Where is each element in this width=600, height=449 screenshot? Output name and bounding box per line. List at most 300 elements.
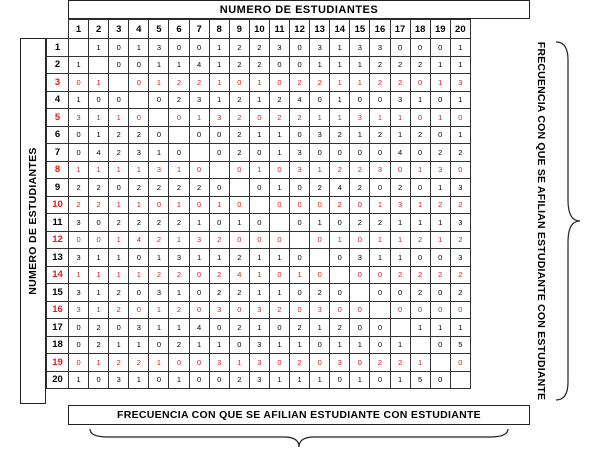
matrix-row <box>47 319 471 337</box>
matrix-cell: 2 <box>330 196 350 214</box>
matrix-cell: 0 <box>269 161 289 179</box>
matrix-cell: 0 <box>290 284 310 302</box>
matrix-cell: 0 <box>269 354 289 372</box>
matrix-cell: 1 <box>149 56 169 74</box>
row-header: 5 <box>47 109 69 127</box>
matrix-cell: 1 <box>249 319 269 337</box>
matrix-cell: 0 <box>410 39 430 57</box>
matrix-cell: 0 <box>370 336 390 354</box>
matrix-cell: 2 <box>450 266 470 284</box>
matrix-cell: 2 <box>269 109 289 127</box>
matrix-cell: 0 <box>330 144 350 162</box>
matrix-cell: 0 <box>109 39 129 57</box>
left-axis-title: NUMERO DE ESTUDIANTES <box>27 147 39 295</box>
matrix-cell: 0 <box>370 319 390 337</box>
matrix-cell: 2 <box>129 214 149 232</box>
matrix-cell: 2 <box>450 196 470 214</box>
matrix-cell: 2 <box>390 56 410 74</box>
matrix-cell: 3 <box>370 39 390 57</box>
matrix-cell: 0 <box>350 231 370 249</box>
matrix-cell: 0 <box>370 284 390 302</box>
top-axis-title: NUMERO DE ESTUDIANTES <box>68 0 530 19</box>
matrix-cell: 0 <box>89 231 109 249</box>
matrix-cell: 3 <box>290 161 310 179</box>
matrix-cell: 2 <box>410 284 430 302</box>
matrix-cell: 2 <box>269 91 289 109</box>
matrix-cell: 1 <box>450 56 470 74</box>
matrix-cell: 1 <box>69 56 89 74</box>
matrix-cell: 0 <box>290 39 310 57</box>
matrix-cell: 1 <box>410 214 430 232</box>
matrix-cell: 1 <box>109 196 129 214</box>
matrix-cell: 1 <box>450 319 470 337</box>
left-axis-title-box <box>20 38 46 404</box>
matrix-cell: 1 <box>269 249 289 267</box>
matrix-cell: 2 <box>129 126 149 144</box>
matrix-cell: 1 <box>269 284 289 302</box>
matrix-cell: 2 <box>189 179 209 197</box>
matrix-cell: 1 <box>310 214 330 232</box>
matrix-cell: 1 <box>310 56 330 74</box>
matrix-cell: 0 <box>209 144 229 162</box>
matrix-cell: 0 <box>129 249 149 267</box>
matrix-cell: 1 <box>249 249 269 267</box>
matrix-cell: 1 <box>169 56 189 74</box>
row-header: 12 <box>47 231 69 249</box>
matrix-cell: 0 <box>290 301 310 319</box>
matrix-cell: 0 <box>89 214 109 232</box>
matrix-cell: 0 <box>189 354 209 372</box>
matrix-cell: 0 <box>350 354 370 372</box>
matrix-cell: 0 <box>129 74 149 92</box>
matrix-cell: 1 <box>269 179 289 197</box>
matrix-cell: 2 <box>169 266 189 284</box>
matrix-cell: 3 <box>269 39 289 57</box>
matrix-cell: 1 <box>249 74 269 92</box>
matrix-cell: 1 <box>109 266 129 284</box>
row-header: 9 <box>47 179 69 197</box>
matrix-cell: 2 <box>109 214 129 232</box>
matrix-cell: 0 <box>69 336 89 354</box>
matrix-cell: 1 <box>89 354 109 372</box>
column-header: 9 <box>229 20 249 39</box>
matrix-cell: 0 <box>430 371 450 389</box>
matrix-cell: 1 <box>89 249 109 267</box>
matrix-cell: 2 <box>229 319 249 337</box>
matrix-cell: 3 <box>149 161 169 179</box>
matrix-cell: 3 <box>370 161 390 179</box>
corner-cell <box>47 20 69 39</box>
matrix-cell: 1 <box>229 354 249 372</box>
matrix-cell: 0 <box>310 231 330 249</box>
matrix-cell <box>169 126 189 144</box>
matrix-cell: 3 <box>209 109 229 127</box>
matrix-cell: 1 <box>149 249 169 267</box>
matrix-cell: 2 <box>410 266 430 284</box>
matrix-cell: 0 <box>189 196 209 214</box>
matrix-cell: 2 <box>370 126 390 144</box>
matrix-cell: 1 <box>390 109 410 127</box>
matrix-cell: 0 <box>149 196 169 214</box>
matrix-cell: 0 <box>249 109 269 127</box>
matrix-cell: 0 <box>370 144 390 162</box>
matrix-cell: 0 <box>229 231 249 249</box>
matrix-cell: 0 <box>350 266 370 284</box>
matrix-cell: 1 <box>430 109 450 127</box>
matrix-cell: 0 <box>69 319 89 337</box>
matrix-cell: 1 <box>330 74 350 92</box>
matrix-cell: 1 <box>410 161 430 179</box>
matrix-cell: 1 <box>169 371 189 389</box>
row-header: 11 <box>47 214 69 232</box>
matrix-cell: 0 <box>69 74 89 92</box>
matrix-row <box>47 126 471 144</box>
matrix-cell: 1 <box>89 109 109 127</box>
matrix-cell <box>149 109 169 127</box>
matrix-cell: 0 <box>189 284 209 302</box>
matrix-cell: 1 <box>129 266 149 284</box>
matrix-cell: 0 <box>430 336 450 354</box>
matrix-cell <box>310 249 330 267</box>
matrix-cell: 3 <box>69 109 89 127</box>
matrix-cell: 0 <box>430 126 450 144</box>
matrix-cell: 0 <box>350 301 370 319</box>
matrix-cell: 0 <box>310 144 330 162</box>
matrix-cell: 3 <box>390 91 410 109</box>
matrix-cell: 1 <box>129 371 149 389</box>
matrix-cell: 2 <box>89 319 109 337</box>
column-header: 6 <box>169 20 189 39</box>
matrix-cell: 0 <box>269 56 289 74</box>
matrix-cell: 1 <box>169 161 189 179</box>
matrix-cell: 0 <box>209 126 229 144</box>
matrix-cell: 0 <box>410 144 430 162</box>
matrix-cell: 1 <box>249 266 269 284</box>
matrix-cell: 5 <box>450 336 470 354</box>
matrix-cell <box>209 161 229 179</box>
matrix-cell: 3 <box>69 301 89 319</box>
matrix-row <box>47 74 471 92</box>
matrix-cell: 0 <box>229 161 249 179</box>
matrix-cell: 3 <box>350 39 370 57</box>
column-header: 11 <box>269 20 289 39</box>
matrix-cell: 1 <box>310 161 330 179</box>
matrix-cell: 0 <box>390 301 410 319</box>
matrix-cell: 4 <box>89 144 109 162</box>
matrix-cell: 2 <box>450 284 470 302</box>
matrix-cell: 0 <box>69 126 89 144</box>
matrix-cell: 2 <box>89 196 109 214</box>
matrix-cell: 0 <box>109 319 129 337</box>
right-axis-title: FRECUENCIA CON QUE SE AFILIAN ESTUDIANTE CON ESTUDIANTE <box>535 41 547 401</box>
matrix-cell: 1 <box>290 266 310 284</box>
matrix-cell: 1 <box>410 91 430 109</box>
matrix-cell: 1 <box>290 371 310 389</box>
row-header: 19 <box>47 354 69 372</box>
matrix-cell: 0 <box>390 284 410 302</box>
matrix-cell: 0 <box>69 144 89 162</box>
matrix-cell: 0 <box>290 214 310 232</box>
right-curly-brace <box>552 40 582 402</box>
matrix-cell: 0 <box>410 301 430 319</box>
matrix-cell: 1 <box>330 39 350 57</box>
matrix-cell: 2 <box>390 179 410 197</box>
column-header: 5 <box>149 20 169 39</box>
column-header: 8 <box>209 20 229 39</box>
matrix-cell: 2 <box>390 266 410 284</box>
matrix-cell: 0 <box>269 231 289 249</box>
matrix-cell: 2 <box>209 231 229 249</box>
matrix-cell: 0 <box>450 301 470 319</box>
column-header: 16 <box>370 20 390 39</box>
matrix-cell: 4 <box>390 144 410 162</box>
matrix-cell: 1 <box>89 74 109 92</box>
matrix-cell <box>290 231 310 249</box>
matrix-cell: 1 <box>370 196 390 214</box>
matrix-cell: 0 <box>229 74 249 92</box>
column-header: 4 <box>129 20 149 39</box>
matrix-cell: 1 <box>189 214 209 232</box>
matrix-cell: 0 <box>249 214 269 232</box>
row-header: 4 <box>47 91 69 109</box>
matrix-cell: 3 <box>189 231 209 249</box>
matrix-cell: 3 <box>450 249 470 267</box>
row-header: 2 <box>47 56 69 74</box>
matrix-cell: 0 <box>290 126 310 144</box>
matrix-cell: 0 <box>189 39 209 57</box>
matrix-cell: 0 <box>89 91 109 109</box>
row-header: 16 <box>47 301 69 319</box>
matrix-cell: 0 <box>430 284 450 302</box>
matrix-cell: 0 <box>129 109 149 127</box>
matrix-cell: 0 <box>290 249 310 267</box>
column-header: 13 <box>310 20 330 39</box>
matrix-cell: 1 <box>109 161 129 179</box>
matrix-cell: 1 <box>390 371 410 389</box>
matrix-cell: 1 <box>430 74 450 92</box>
matrix-cell: 1 <box>89 266 109 284</box>
matrix-cell: 0 <box>209 371 229 389</box>
matrix-cell: 0 <box>430 301 450 319</box>
row-header: 1 <box>47 39 69 57</box>
matrix-cell: 3 <box>129 144 149 162</box>
matrix-cell: 0 <box>310 336 330 354</box>
matrix-cell: 0 <box>269 74 289 92</box>
matrix-cell <box>109 74 129 92</box>
matrix-cell: 0 <box>370 91 390 109</box>
matrix-cell: 1 <box>390 249 410 267</box>
matrix-cell: 0 <box>209 179 229 197</box>
matrix-cell: 1 <box>69 161 89 179</box>
matrix-cell: 1 <box>350 74 370 92</box>
matrix-cell: 0 <box>350 144 370 162</box>
matrix-cell: 2 <box>109 126 129 144</box>
matrix-cell: 3 <box>189 91 209 109</box>
matrix-cell: 1 <box>269 144 289 162</box>
matrix-cell: 3 <box>109 371 129 389</box>
matrix-cell: 3 <box>310 301 330 319</box>
matrix-cell: 2 <box>229 56 249 74</box>
matrix-cell: 2 <box>229 39 249 57</box>
matrix-cell: 3 <box>69 284 89 302</box>
matrix-cell: 1 <box>209 196 229 214</box>
matrix-cell: 1 <box>89 284 109 302</box>
matrix-cell: 2 <box>410 231 430 249</box>
matrix-cell <box>430 354 450 372</box>
matrix-cell: 3 <box>249 336 269 354</box>
matrix-cell: 1 <box>169 196 189 214</box>
matrix-row <box>47 91 471 109</box>
column-header-row <box>47 20 471 39</box>
row-header: 10 <box>47 196 69 214</box>
bottom-axis-title: FRECUENCIA CON QUE SE AFILIAN ESTUDIANTE CON ESTUDIANTE <box>68 405 530 425</box>
matrix-cell: 0 <box>109 179 129 197</box>
matrix-cell: 3 <box>330 354 350 372</box>
matrix-cell: 0 <box>229 301 249 319</box>
matrix-cell: 2 <box>290 109 310 127</box>
matrix-cell: 0 <box>149 91 169 109</box>
matrix-cell: 3 <box>450 214 470 232</box>
matrix-cell <box>350 284 370 302</box>
matrix-cell: 1 <box>430 56 450 74</box>
matrix-cell: 1 <box>129 39 149 57</box>
matrix-cell: 1 <box>390 336 410 354</box>
matrix-cell: 2 <box>69 179 89 197</box>
matrix-cell <box>330 266 350 284</box>
matrix-cell: 4 <box>189 56 209 74</box>
matrix-cell: 2 <box>290 319 310 337</box>
row-header: 3 <box>47 74 69 92</box>
matrix-cell: 2 <box>430 144 450 162</box>
column-header: 15 <box>350 20 370 39</box>
matrix-cell: 1 <box>189 336 209 354</box>
matrix-cell: 2 <box>109 144 129 162</box>
matrix-cell <box>69 39 89 57</box>
matrix-cell: 2 <box>370 56 390 74</box>
matrix-cell: 1 <box>169 284 189 302</box>
matrix-row <box>47 39 471 57</box>
matrix-cell: 0 <box>410 249 430 267</box>
matrix-cell: 2 <box>450 144 470 162</box>
matrix-cell: 0 <box>450 161 470 179</box>
matrix-cell: 0 <box>189 301 209 319</box>
matrix-cell: 1 <box>209 91 229 109</box>
matrix-cell: 1 <box>410 196 430 214</box>
matrix-cell: 1 <box>249 161 269 179</box>
matrix-cell: 2 <box>169 91 189 109</box>
matrix-cell: 2 <box>129 354 149 372</box>
matrix-cell: 1 <box>390 214 410 232</box>
matrix-cell: 0 <box>149 371 169 389</box>
matrix-cell: 2 <box>229 249 249 267</box>
matrix-cell: 0 <box>330 301 350 319</box>
matrix-cell: 0 <box>390 39 410 57</box>
matrix-cell: 1 <box>330 231 350 249</box>
matrix-cell: 1 <box>249 284 269 302</box>
matrix-cell: 2 <box>229 284 249 302</box>
matrix-row <box>47 301 471 319</box>
matrix-cell: 0 <box>310 91 330 109</box>
matrix-cell: 2 <box>169 74 189 92</box>
matrix-cell: 2 <box>310 74 330 92</box>
matrix-cell: 2 <box>169 301 189 319</box>
matrix-cell: 2 <box>269 301 289 319</box>
matrix-cell: 1 <box>189 249 209 267</box>
matrix-cell <box>89 56 109 74</box>
matrix-cell: 0 <box>310 354 330 372</box>
matrix-cell: 0 <box>330 249 350 267</box>
matrix-cell: 0 <box>69 231 89 249</box>
matrix-cell: 1 <box>69 91 89 109</box>
matrix-cell: 3 <box>249 371 269 389</box>
matrix-cell: 1 <box>109 231 129 249</box>
matrix-cell: 0 <box>370 179 390 197</box>
matrix-cell: 3 <box>209 354 229 372</box>
matrix-cell: 0 <box>249 144 269 162</box>
matrix-cell: 2 <box>229 109 249 127</box>
matrix-cell: 1 <box>129 161 149 179</box>
matrix-cell: 2 <box>149 179 169 197</box>
matrix-cell: 2 <box>450 231 470 249</box>
matrix-cell: 0 <box>169 144 189 162</box>
matrix-cell: 0 <box>330 214 350 232</box>
column-header: 7 <box>189 20 209 39</box>
matrix-cell: 2 <box>169 214 189 232</box>
matrix-cell: 2 <box>410 126 430 144</box>
matrix-cell: 2 <box>290 354 310 372</box>
matrix-cell: 0 <box>229 336 249 354</box>
matrix-cell: 1 <box>249 126 269 144</box>
matrix-cell: 1 <box>209 249 229 267</box>
matrix-cell: 1 <box>209 336 229 354</box>
matrix-cell: 1 <box>149 301 169 319</box>
matrix-cell: 2 <box>249 39 269 57</box>
matrix-cell: 3 <box>249 301 269 319</box>
matrix-cell: 2 <box>330 126 350 144</box>
matrix-cell <box>269 214 289 232</box>
matrix-cell: 0 <box>249 231 269 249</box>
matrix-cell: 0 <box>290 56 310 74</box>
matrix-cell: 2 <box>430 196 450 214</box>
matrix-row <box>47 196 471 214</box>
matrix-cell: 1 <box>390 231 410 249</box>
matrix-cell: 1 <box>189 109 209 127</box>
matrix-row <box>47 109 471 127</box>
matrix-cell: 2 <box>229 126 249 144</box>
matrix-cell <box>450 371 470 389</box>
matrix-cell: 1 <box>249 91 269 109</box>
matrix-cell: 0 <box>129 301 149 319</box>
matrix-cell: 2 <box>370 74 390 92</box>
matrix-cell: 2 <box>149 214 169 232</box>
matrix-cell: 1 <box>149 319 169 337</box>
matrix-row <box>47 249 471 267</box>
matrix-cell: 0 <box>109 56 129 74</box>
matrix-row <box>47 336 471 354</box>
matrix-row <box>47 144 471 162</box>
column-header: 2 <box>89 20 109 39</box>
matrix-cell: 3 <box>149 39 169 57</box>
matrix-cell: 1 <box>229 214 249 232</box>
matrix-cell: 2 <box>249 56 269 74</box>
row-header: 7 <box>47 144 69 162</box>
matrix-cell: 0 <box>129 56 149 74</box>
matrix-cell: 1 <box>330 56 350 74</box>
column-header: 18 <box>410 20 430 39</box>
matrix-cell: 1 <box>169 231 189 249</box>
matrix-cell <box>129 91 149 109</box>
matrix-row <box>47 56 471 74</box>
